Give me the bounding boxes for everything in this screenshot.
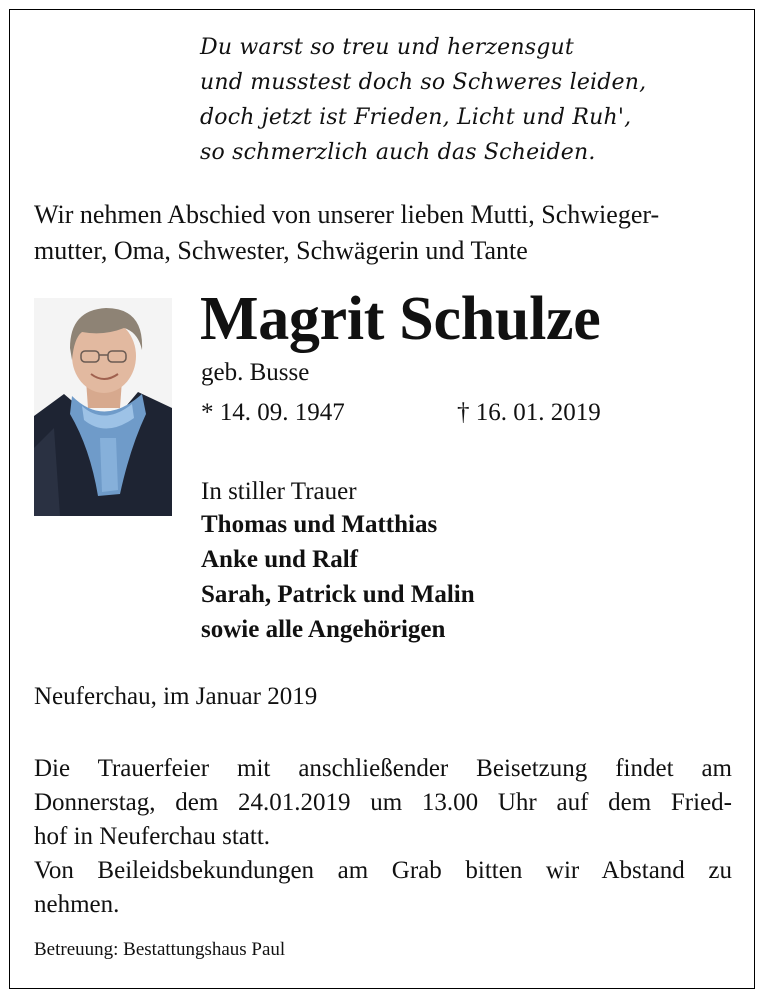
intro-line: mutter, Oma, Schwester, Schwägerin und Tante [34,236,528,265]
mourners-list [201,507,475,647]
service-line: hof in Neuferchau statt. [34,823,271,850]
service-line: Donnerstag, dem 24.01.2019 um 13.00 Uhr auf dem Fried- [34,789,732,816]
funeral-home-credit: Betreuung: Bestattungshaus Paul [34,939,286,960]
deceased-name: Magrit Schulze [200,285,601,353]
poem-line: doch jetzt ist Frieden, Licht und Ruh', [200,105,632,130]
portrait-photo [34,298,172,516]
intro-text [34,197,734,269]
service-line: Die Trauerfeier mit anschließender Beisetzung findet am [34,755,732,782]
mourner-line: sowie alle Angehörigen [201,616,446,643]
mourner-line: Anke und Ralf [201,546,358,573]
death-date: † 16. 01. 2019 [457,399,601,426]
poem-line: Du warst so treu und herzensgut [200,35,574,60]
birth-date: * 14. 09. 1947 [201,399,345,426]
poem [200,30,720,170]
mourner-line: Sarah, Patrick und Malin [201,581,475,608]
mourner-line: Thomas und Matthias [201,511,438,538]
service-line: nehmen. [34,891,120,918]
poem-line: so schmerzlich auch das Scheiden. [200,140,596,165]
birth-name: geb. Busse [201,359,310,386]
service-info [34,752,732,922]
poem-line: und musstest doch so Schweres leiden, [200,70,647,95]
intro-line: Wir nehmen Abschied von unserer lieben Mutti, Schwieger- [34,200,660,229]
mourning-label: In stiller Trauer [201,478,357,505]
service-line: Von Beileidsbekundungen am Grab bitten wir Abstand zu [34,857,732,884]
place-date: Neuferchau, im Januar 2019 [34,683,318,710]
